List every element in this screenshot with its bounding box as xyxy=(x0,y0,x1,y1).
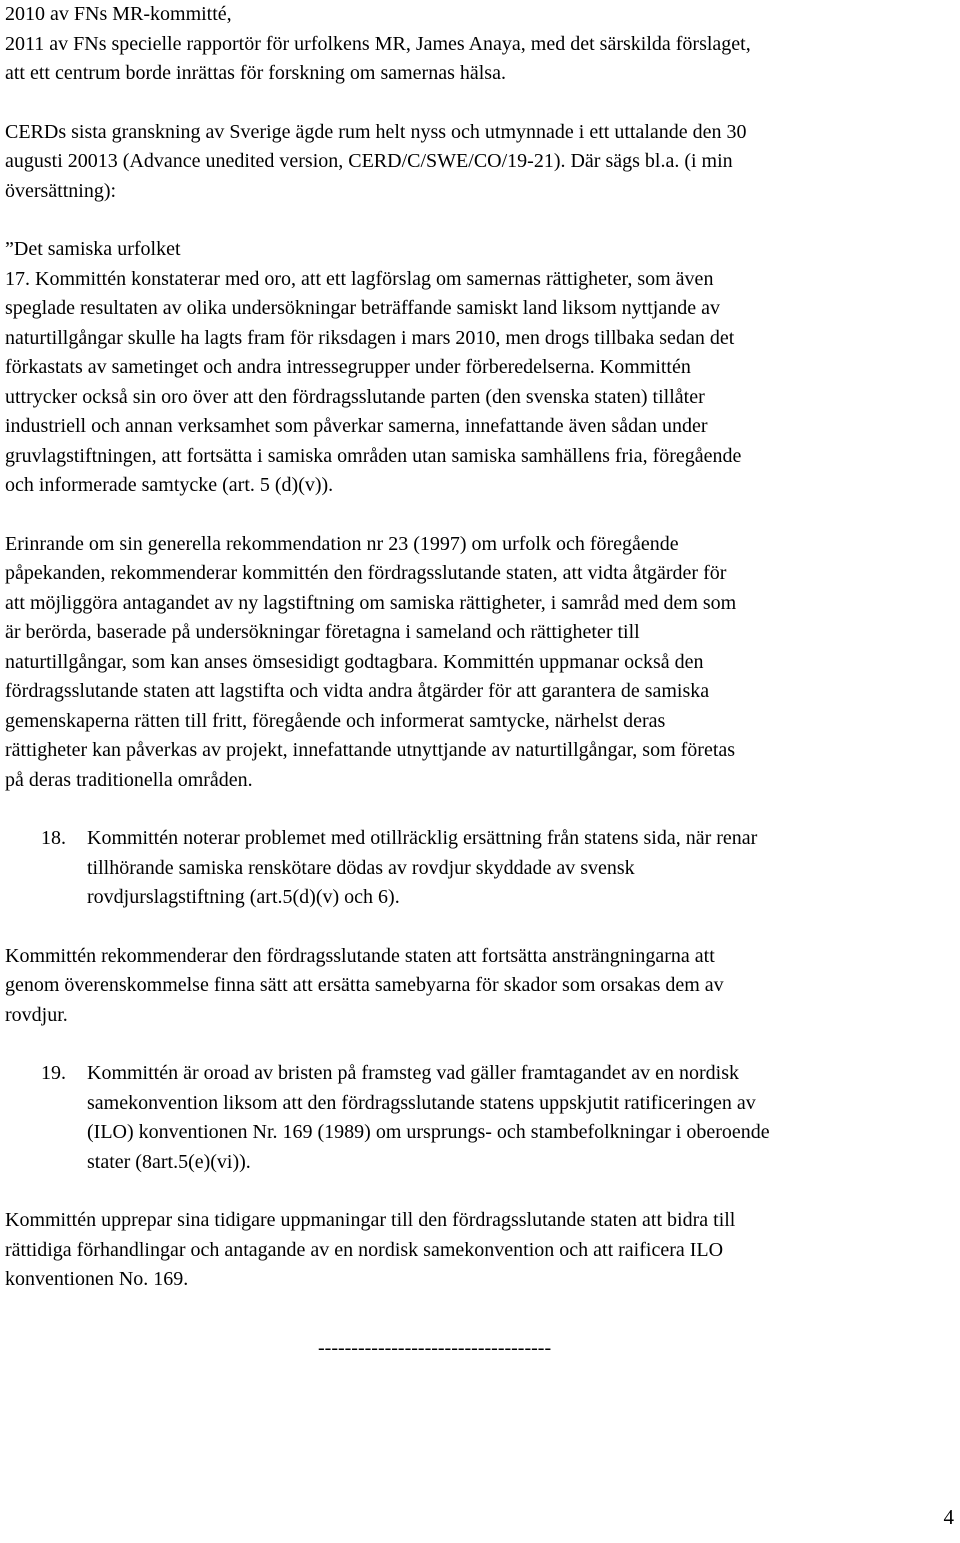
item-18-number: 18. xyxy=(41,827,66,849)
recommendation-19-paragraph xyxy=(5,1206,953,1295)
item-17-line: naturtillgångar skulle ha lagts fram för riksdagen i mars 2010, men drogs tillbaka sedan det xyxy=(5,326,735,349)
item-17-line: speglade resultaten av olika undersökningar beträffande samiskt land liksom nyttjande av xyxy=(5,297,720,319)
item-19-number: 19. xyxy=(41,1062,66,1084)
recommendation-17-line: naturtillgångar, som kan anses ömsesidigt godtagbara. Kommittén uppmanar också den xyxy=(5,650,704,673)
item-19-line: (ILO) konventionen Nr. 169 (1989) om ursprungs- och stambefolkningar i oberoende xyxy=(87,1121,770,1143)
recommendation-19-line: rättidiga förhandlingar och antagande av en nordisk samekonvention och att raificera ILO xyxy=(5,1238,724,1261)
recommendation-17-line: att möjliggöra antagandet av ny lagstiftning om samiska rättigheter, i samråd med dem som xyxy=(5,591,737,614)
recommendation-19-line: konventionen No. 169. xyxy=(5,1268,189,1290)
cerd-paragraph xyxy=(5,118,953,207)
item-17-line: industriell och annan verksamhet som påverkar samerna, innefattande även sådan under xyxy=(5,415,708,437)
recommendation-18-line: Kommittén rekommenderar den fördragsslutande staten att fortsätta ansträngningarna att xyxy=(5,944,715,967)
cerd-line: augusti 20013 (Advance unedited version, CERD/C/SWE/CO/19-21). Där sägs bl.a. (i min xyxy=(5,150,733,172)
item-18-line: rovdjurslagstiftning (art.5(d)(v) och 6). xyxy=(87,886,400,908)
recommendation-17-line: rättigheter kan påverkas av projekt, innefattande utnyttjande av naturtillgångar, som företas xyxy=(5,739,736,761)
item-17-line: och informerade samtycke (art. 5 (d)(v)). xyxy=(5,474,334,496)
page-number: 4 xyxy=(943,1505,954,1529)
recommendation-17-line: påpekanden, rekommenderar kommittén den fördragsslutande staten, att vidta åtgärder för xyxy=(5,562,727,584)
item-19-line: Kommittén är oroad av bristen på framsteg vad gäller framtagandet av en nordisk xyxy=(87,1062,739,1084)
item-18-line: tillhörande samiska renskötare dödas av rovdjur skyddade av svensk xyxy=(87,856,635,879)
cerd-line: CERDs sista granskning av Sverige ägde rum helt nyss och utmynnade i ett uttalande den 30 xyxy=(5,120,747,143)
recommendation-17-line: är berörda, baserade på undersökningar företagna i sameland och rättigheter till xyxy=(5,621,640,643)
item-17-line: uttrycker också sin oro över att den fördragsslutande parten (den svenska staten) tillåter xyxy=(5,385,705,408)
section-divider: ----------------------------------- xyxy=(318,1337,552,1359)
intro-line: 2010 av FNs MR-kommitté, xyxy=(5,3,232,25)
recommendation-17-line: på deras traditionella områden. xyxy=(5,768,253,791)
item-17-line: 17. Kommittén konstaterar med oro, att ett lagförslag om samernas rättigheter, som även xyxy=(5,267,714,290)
intro-line: 2011 av FNs specielle rapportör för urfolkens MR, James Anaya, med det särskilda förslaget, xyxy=(5,32,751,55)
item-19-line: samekonvention liksom att den fördragsslutande statens uppskjutit ratificeringen av xyxy=(87,1091,756,1114)
item-18-paragraph xyxy=(5,824,953,913)
item-19-line: stater (8art.5(e)(vi)). xyxy=(87,1150,251,1173)
intro-paragraph xyxy=(5,0,953,89)
recommendation-19-line: Kommittén upprepar sina tidigare uppmaningar till den fördragsslutande staten att bidra till xyxy=(5,1209,736,1231)
document-page xyxy=(5,0,953,1295)
section-title: ”Det samiska urfolket xyxy=(5,238,181,260)
cerd-line: översättning): xyxy=(5,179,117,202)
recommendation-18-line: rovdjur. xyxy=(5,1003,68,1026)
recommendation-17-paragraph xyxy=(5,530,953,796)
item-19-paragraph xyxy=(5,1059,953,1177)
item-17-line: förkastats av sametinget och andra intressegrupper under förberedelserna. Kommittén xyxy=(5,356,691,378)
intro-line: att ett centrum borde inrättas för forskning om samernas hälsa. xyxy=(5,62,506,84)
item-17-paragraph xyxy=(5,265,953,501)
recommendation-18-line: genom överenskommelse finna sätt att ersätta samebyarna för skador som orsakas dem av xyxy=(5,974,724,996)
recommendation-17-line: fördragsslutande staten att lagstifta och vidta andra åtgärder för att garantera de samiska xyxy=(5,680,710,702)
recommendation-17-line: gemenskaperna rätten till fritt, föregående och informerat samtycke, närhelst deras xyxy=(5,709,666,732)
recommendation-18-paragraph xyxy=(5,942,953,1031)
item-18-line: Kommittén noterar problemet med otillräcklig ersättning från statens sida, när renar xyxy=(87,827,758,849)
item-17-line: gruvlagstiftningen, att fortsätta i samiska områden utan samiska samhällens fria, föregående xyxy=(5,444,742,467)
recommendation-17-line: Erinrande om sin generella rekommendation nr 23 (1997) om urfolk och föregående xyxy=(5,532,679,555)
